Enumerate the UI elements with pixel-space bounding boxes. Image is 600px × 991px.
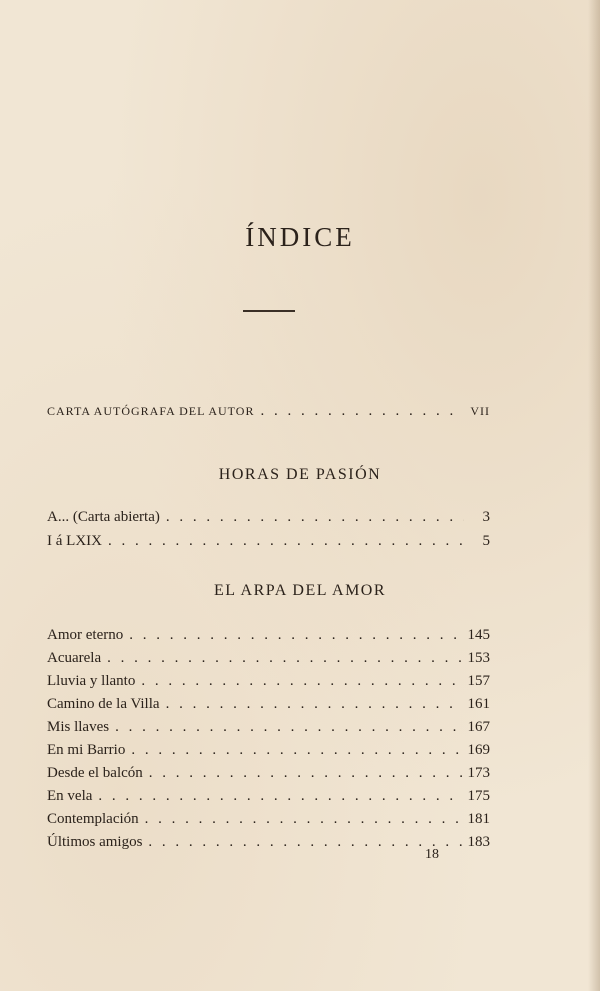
toc-entry-page: 181 [467, 811, 490, 827]
leader-dots [141, 673, 461, 690]
toc-entry-label: En mi Barrio [47, 742, 126, 758]
toc-entry[interactable] [47, 533, 490, 555]
toc-entry[interactable] [47, 834, 490, 856]
toc-entry[interactable] [47, 719, 490, 741]
toc-entry-page: 173 [467, 765, 490, 781]
toc-entry-page: 3 [482, 509, 490, 525]
toc-entry[interactable] [47, 788, 490, 810]
leader-dots [115, 719, 461, 736]
leader-dots [129, 627, 461, 644]
title-divider [243, 310, 295, 312]
toc-entry[interactable] [47, 811, 490, 833]
toc-entry-label: Últimos amigos [47, 834, 143, 850]
toc-entry[interactable] [47, 650, 490, 672]
toc-entry-page: 169 [467, 742, 490, 758]
toc-entry-label: Mis llaves [47, 719, 110, 735]
section-title-horas-de-pasion: HORAS DE PASIÓN [218, 466, 382, 483]
leader-dots [108, 533, 464, 550]
toc-entry-label: Desde el balcón [47, 765, 143, 781]
toc-entry-page: 5 [482, 533, 490, 549]
toc-entry-label: I á LXIX [47, 533, 102, 549]
leader-dots [107, 650, 461, 667]
toc-entry-page: 183 [467, 834, 490, 850]
toc-entry-page: 175 [467, 788, 490, 804]
toc-entry-label: Camino de la Villa [47, 696, 160, 712]
page-edge-shadow [588, 0, 600, 991]
toc-entry-page: VII [470, 404, 490, 418]
toc-entry-label: Contemplación [47, 811, 139, 827]
toc-entry[interactable] [47, 765, 490, 787]
toc-entry-label: A... (Carta abierta) [47, 509, 160, 525]
toc-entry-label: Lluvia y llanto [47, 673, 136, 689]
leader-dots [145, 811, 462, 828]
toc-entry[interactable] [47, 742, 490, 764]
leader-dots [166, 696, 462, 713]
toc-entry-page: 153 [467, 650, 490, 666]
leader-dots [98, 788, 461, 805]
toc-entry-page: 167 [467, 719, 490, 735]
leader-dots [148, 834, 461, 851]
toc-entry-page: 161 [467, 696, 490, 712]
toc-entry-label: Acuarela [47, 650, 102, 666]
toc-entry-label: CARTA AUTÓGRAFA DEL AUTOR [47, 404, 255, 418]
section-title-el-arpa-del-amor: EL ARPA DEL AMOR [213, 582, 387, 599]
toc-entry-label: En vela [47, 788, 93, 804]
leader-dots [166, 509, 464, 526]
toc-entry-page: 145 [467, 627, 490, 643]
toc-entry[interactable] [47, 627, 490, 649]
leader-dots [131, 742, 461, 759]
toc-entry-preface[interactable] [47, 403, 490, 425]
leader-dots [149, 765, 462, 782]
toc-entry[interactable] [47, 696, 490, 718]
toc-entry[interactable] [47, 673, 490, 695]
toc-entry-label: Amor eterno [47, 627, 124, 643]
leader-dots [260, 403, 464, 420]
signature-mark: 18 [425, 847, 439, 862]
page-title: ÍNDICE [245, 222, 355, 252]
toc-entry[interactable] [47, 509, 490, 531]
toc-entry-page: 157 [467, 673, 490, 689]
